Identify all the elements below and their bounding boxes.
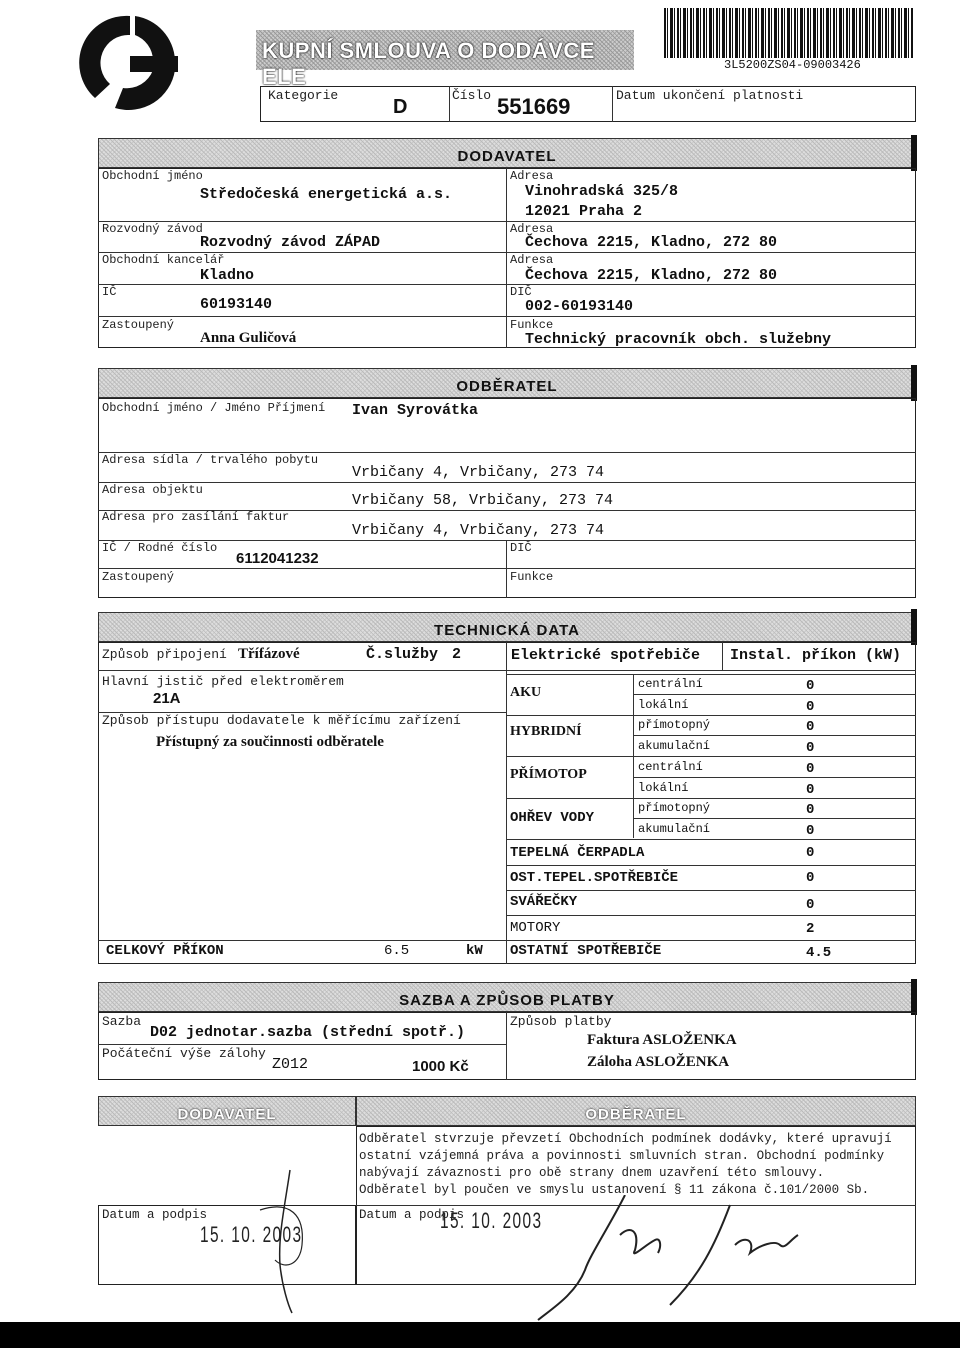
dodavatel-signature: [230, 1165, 330, 1315]
dodavatel-ic-value: 60193140: [200, 296, 273, 313]
podminky-text-line1: Odběratel stvrzuje převzetí Obchodních podmínek dodávky, které upravují: [359, 1132, 892, 1146]
podpis-dodavatel-title: DODAVATEL: [177, 1106, 277, 1123]
odberatel-funkce-label: Funkce: [510, 570, 554, 584]
prikon-value: 0: [806, 845, 815, 861]
kategorie-value: D: [393, 96, 408, 118]
sazba-band: [98, 982, 916, 1012]
odberatel-dic-label: DIČ: [510, 541, 532, 555]
kategorie-row: [260, 86, 916, 122]
dodavatel-datum-stamp: 15. 10. 2003: [200, 1222, 303, 1247]
podminky-text-line2: ostatní vzájemná práva a povinnosti smluvních stran. Obchodní podmínky: [359, 1149, 885, 1163]
hybridni-label: HYBRIDNÍ: [510, 724, 582, 739]
ic-rc-label: IČ / Rodné číslo: [102, 541, 218, 555]
hybridni-akumulacni-label: akumulační: [638, 739, 711, 753]
adresa-faktur-label: Adresa pro zasílání faktur: [102, 510, 290, 524]
podpis-dodavatel-band: [98, 1096, 356, 1126]
celkovy-prikon-unit: kW: [466, 943, 483, 959]
odberatel-jmeno-value: Ivan Syrovátka: [352, 402, 479, 419]
cislo-label: Číslo: [452, 88, 492, 103]
dodavatel-adresa2-label: Adresa: [510, 222, 554, 236]
aku-label: AKU: [510, 685, 542, 700]
zpusob-pristupu-label: Způsob přístupu dodavatele k měřícímu zařízení: [102, 713, 461, 728]
odberatel-datum-stamp: 15. 10. 2003: [440, 1208, 543, 1233]
zpusob-pristupu-value: Přístupný za součinnosti odběratele: [156, 734, 384, 750]
c-sluzby-value: 2: [452, 646, 462, 663]
podpis-odberatel-title: ODBĚRATEL: [585, 1106, 687, 1123]
elektricke-spotrebice-label: Elektrické spotřebiče: [511, 647, 701, 664]
instal-prikon-label: Instal. příkon (kW): [730, 647, 902, 664]
faktura-value: Faktura ASLOŽENKA: [587, 1032, 737, 1048]
primotop-centralni-label: centrální: [638, 760, 703, 774]
adresa-sidla-value: Vrbičany 4, Vrbičany, 273 74: [352, 464, 605, 481]
aku-centralni-label: centrální: [638, 677, 703, 691]
prikon-value: 0: [806, 699, 815, 715]
zpusob-pripojeni-value: Třífázové: [238, 646, 300, 662]
odberatel-signature: [530, 1195, 830, 1325]
dodavatel-zastoupeny-label: Zastoupený: [102, 318, 175, 332]
prikon-value: 0: [806, 870, 815, 886]
ost-tepel-label: OST.TEPEL.SPOTŘEBIČE: [510, 870, 679, 886]
ohrev-akumulacni-label: akumulační: [638, 822, 711, 836]
obchodni-jmeno-value: Středočeská energetická a.s.: [200, 186, 453, 203]
prikon-value: 0: [806, 823, 815, 839]
dodavatel-adresa3-label: Adresa: [510, 253, 554, 267]
c-sluzby-label: Č.služby: [366, 646, 439, 663]
prikon-value: 0: [806, 678, 815, 694]
podpis-odberatel-band: [356, 1096, 916, 1126]
adresa-objektu-label: Adresa objektu: [102, 483, 203, 497]
tepelna-cerpadla-label: TEPELNÁ ČERPADLA: [510, 845, 645, 861]
prikon-value: 0: [806, 802, 815, 818]
hybridni-primotopny-label: přímotopný: [638, 718, 711, 732]
zpusob-platby-label: Způsob platby: [510, 1014, 612, 1029]
dodavatel-ic-label: IČ: [102, 285, 117, 299]
dodavatel-adresa1-label: Adresa: [510, 169, 554, 183]
prikon-value: 0: [806, 761, 815, 777]
dodavatel-zastoupeny-value: Anna Guličová: [200, 330, 297, 346]
dodavatel-adresa2-value: Čechova 2215, Kladno, 272 80: [525, 234, 778, 251]
cislo-value: 551669: [497, 94, 571, 119]
pocatecni-castka-value: 1000 Kč: [412, 1058, 469, 1075]
rozvodny-zavod-label: Rozvodný závod: [102, 222, 203, 236]
adresa-faktur-value: Vrbičany 4, Vrbičany, 273 74: [352, 522, 605, 539]
prikon-value: 2: [806, 921, 815, 937]
obchodni-kancelar-value: Kladno: [200, 267, 255, 284]
obchodni-jmeno-label: Obchodní jméno: [102, 169, 203, 183]
odberatel-band: [98, 368, 916, 398]
ohrev-vody-label: OHŘEV VODY: [510, 810, 595, 826]
ohrev-primotopny-label: přímotopný: [638, 801, 711, 815]
sazba-value: D02 jednotar.sazba (střední spotř.): [150, 1024, 466, 1041]
document-title: KUPNÍ SMLOUVA O DODÁVCE ELE: [262, 38, 595, 89]
ic-rc-value: 6112041232: [236, 550, 319, 567]
aku-lokalni-label: lokální: [638, 698, 689, 712]
hlavni-jistic-label: Hlavní jistič před elektroměrem: [102, 674, 344, 689]
odberatel-jmeno-label: Obchodní jméno / Jméno Příjmení: [102, 401, 326, 415]
dodavatel-adresa1-line1: Vinohradská 325/8: [525, 183, 679, 200]
primotop-label: PŘÍMOTOP: [510, 767, 587, 782]
odberatel-title: ODBĚRATEL: [456, 378, 558, 395]
prikon-value: 0: [806, 740, 815, 756]
svarecky-label: SVÁŘEČKY: [510, 894, 578, 910]
dodavatel-funkce-value: Technický pracovník obch. služebny: [525, 331, 832, 348]
company-logo-icon: [75, 8, 185, 118]
celkovy-prikon-label: CELKOVÝ PŘÍKON: [106, 943, 224, 959]
ostatni-spotrebice-label: OSTATNÍ SPOTŘEBIČE: [510, 943, 662, 959]
pocatecni-z-value: Z012: [272, 1056, 309, 1073]
barcode-text: 3L5200ZS04-09003426: [724, 58, 861, 72]
prikon-value: 0: [806, 782, 815, 798]
document-title-band: [256, 30, 634, 89]
dodavatel-adresa1-line2: 12021 Praha 2: [525, 203, 643, 220]
celkovy-prikon-value: 6.5: [384, 943, 410, 959]
odberatel-zastoupeny-label: Zastoupený: [102, 570, 175, 584]
pocatecni-vyse-label: Počáteční výše zálohy: [102, 1046, 266, 1061]
obchodni-kancelar-label: Obchodní kancelář: [102, 253, 225, 267]
zaloha-value: Záloha ASLOŽENKA: [587, 1054, 730, 1070]
dodavatel-dic-value: 002-60193140: [525, 298, 634, 315]
primotop-lokalni-label: lokální: [638, 781, 689, 795]
prikon-value: 0: [806, 897, 815, 913]
motory-label: MOTORY: [510, 920, 561, 936]
dodavatel-title: DODAVATEL: [457, 148, 557, 165]
zpusob-pripojeni-label: Způsob připojení: [102, 647, 227, 662]
technicka-data-band: [98, 612, 916, 642]
adresa-objektu-value: Vrbičany 58, Vrbičany, 273 74: [352, 492, 614, 509]
podminky-text-line4: Odběratel byl poučen ve smyslu ustanovení § 11 zákona č.101/2000 Sb.: [359, 1183, 870, 1197]
rozvodny-zavod-value: Rozvodný závod ZÁPAD: [200, 234, 381, 251]
dodavatel-band: [98, 138, 916, 168]
dodavatel-dic-label: DIČ: [510, 285, 532, 299]
prikon-value: 4.5: [806, 945, 832, 961]
sazba-label: Sazba: [102, 1014, 142, 1029]
dodavatel-adresa3-value: Čechova 2215, Kladno, 272 80: [525, 267, 778, 284]
kategorie-label: Kategorie: [268, 88, 339, 103]
odberatel-datum-podpis-label: Datum a podpis: [359, 1208, 465, 1222]
dodavatel-datum-podpis-label: Datum a podpis: [102, 1208, 208, 1222]
prikon-value: 0: [806, 719, 815, 735]
dodavatel-funkce-label: Funkce: [510, 318, 554, 332]
page-bottom-bar: [0, 1322, 960, 1348]
technicka-data-title: TECHNICKÁ DATA: [434, 622, 580, 639]
adresa-sidla-label: Adresa sídla / trvalého pobytu: [102, 453, 319, 467]
barcode: [664, 8, 914, 58]
podminky-text-line3: nabývají závaznosti pro obě strany dnem uzavření této smlouvy.: [359, 1166, 825, 1180]
datum-ukonceni-label: Datum ukončení platnosti: [616, 88, 804, 103]
hlavni-jistic-value: 21A: [153, 690, 181, 707]
sazba-title: SAZBA A ZPŮSOB PLATBY: [399, 992, 615, 1009]
